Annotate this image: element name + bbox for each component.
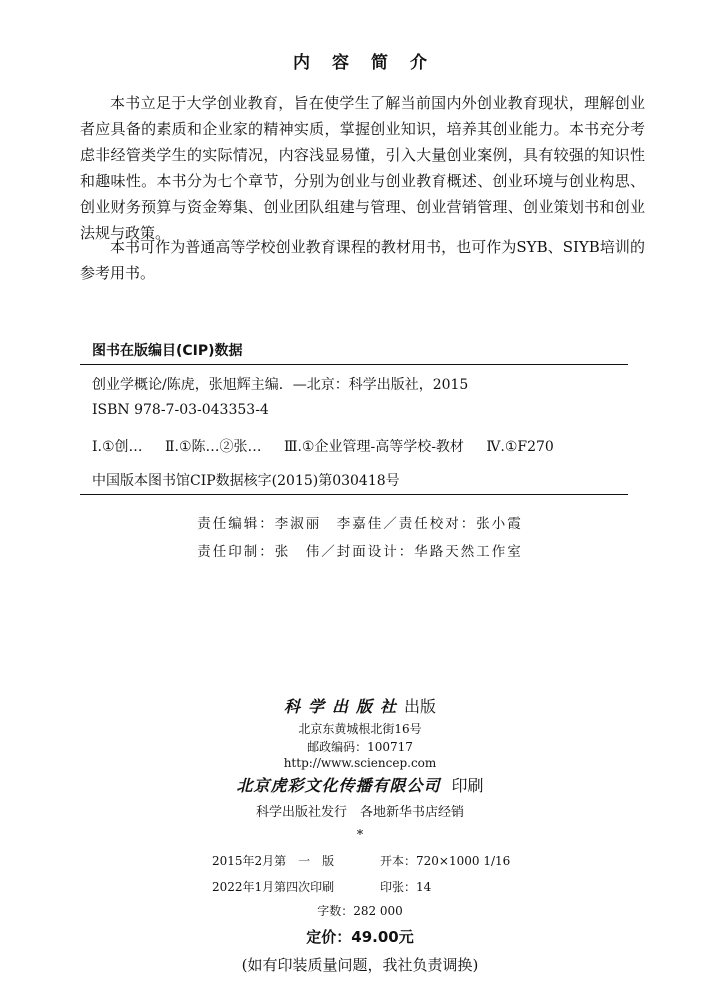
printer-line xyxy=(0,773,720,796)
cip-class-4: Ⅳ.①F270 xyxy=(486,439,554,455)
distribution-line: 科学出版社发行 各地新华书店经销 xyxy=(255,805,464,820)
cip-class-2: Ⅱ.①陈…②张… xyxy=(164,439,262,455)
cip-class-3: Ⅲ.①企业管理-高等学校-教材 xyxy=(283,439,464,455)
intro-paragraph-1: 本书立足于大学创业教育，旨在使学生了解当前国内外创业教育现状，理解创业者应具备的素质和企业家的精神实质，掌握创业知识，培养其创业能力。本书充分考虑非经管类学生的实际情况，内容浅显易懂，引入大量创业案例，具有较强的知识性和趣味性。本书分为七个章节，分别为创业与创业教育概述、创业环境与创业构思、创业财务预算与资金筹集、创业团队组建与管理、创业营销管理、创业策划书和创业法规与政策。 xyxy=(80,94,645,242)
printed-sheets: 印张：14 xyxy=(380,880,432,894)
separator-asterisk: * xyxy=(356,828,364,843)
publisher-logo: 科学出版社 xyxy=(283,697,404,716)
book-format: 开本：720×1000 1/16 xyxy=(380,854,511,868)
quality-notice: (如有印装质量问题，我社负责调换) xyxy=(241,956,479,974)
cip-isbn: ISBN 978-7-03-043353-4 xyxy=(92,402,269,418)
fourth-printing: 2022年1月第四次印刷 xyxy=(212,880,335,894)
price: 定价：49.00元 xyxy=(306,928,414,946)
printer-name: 北京虎彩文化传播有限公司 xyxy=(236,776,441,795)
printer-action: 印刷 xyxy=(451,776,484,795)
intro-title: 内容简介 xyxy=(293,53,449,73)
first-edition: 2015年2月第 一 版 xyxy=(212,854,335,868)
staff-editors: 责任编辑：李淑丽 李嘉佳／责任校对：张小霞 xyxy=(197,516,523,532)
staff-production: 责任印制：张 伟／封面设计：华路天然工作室 xyxy=(197,544,523,560)
cip-title-line: 创业学概论/陈虎，张旭辉主编．—北京：科学出版社，2015 xyxy=(92,377,469,393)
word-count: 字数：282 000 xyxy=(317,904,403,918)
intro-paragraph-2: 本书可作为普通高等学校创业教育课程的教材用书，也可作为SYB、SIYB培训的参考用书。 xyxy=(80,238,645,282)
publisher-line xyxy=(0,694,720,717)
publisher-url: http://www.sciencep.com xyxy=(283,756,437,770)
publisher-address: 北京东黄城根北街16号 xyxy=(298,722,422,736)
cip-top-rule xyxy=(80,364,628,365)
publisher-action: 出版 xyxy=(404,697,437,716)
cip-class-1: Ⅰ.①创… xyxy=(92,439,143,455)
cip-heading: 图书在版编目(CIP)数据 xyxy=(92,343,243,359)
cip-record-number: 中国版本图书馆CIP数据核字(2015)第030418号 xyxy=(92,473,400,489)
publisher-postcode: 邮政编码：100717 xyxy=(307,740,413,754)
cip-classification xyxy=(92,436,554,456)
cip-bottom-rule xyxy=(80,494,628,495)
